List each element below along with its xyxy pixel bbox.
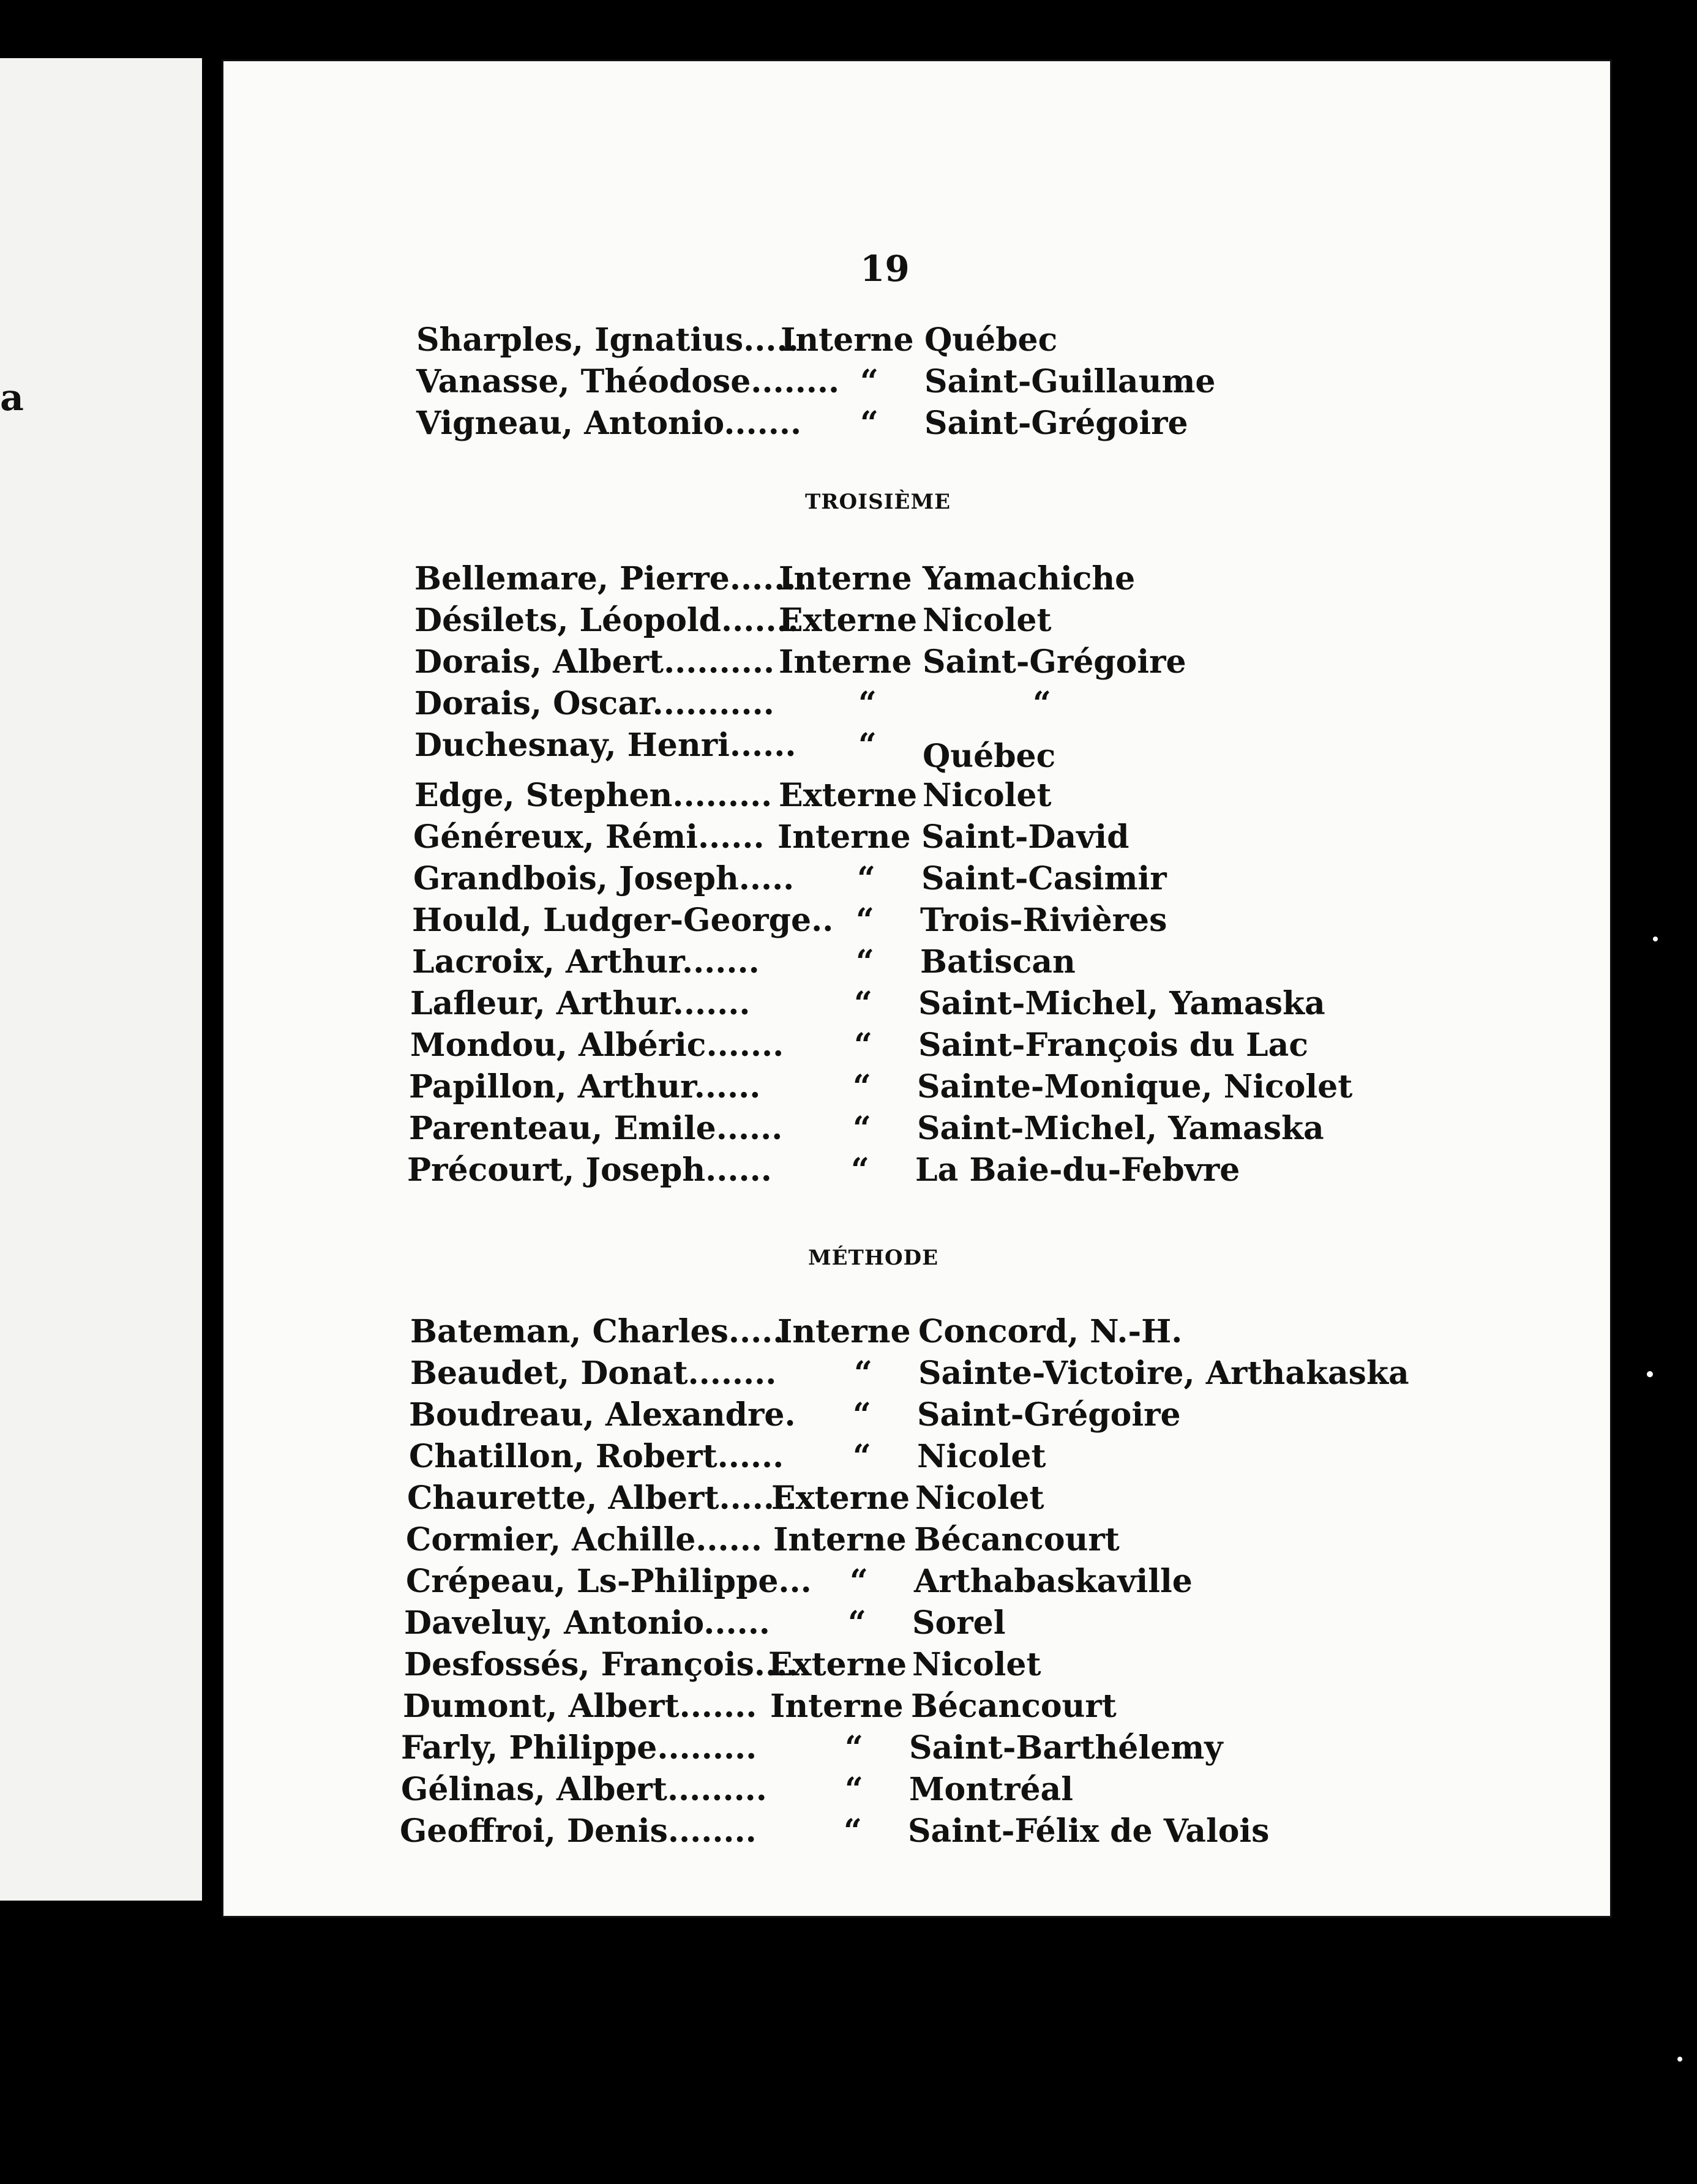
student-place: Sainte-Monique, Nicolet	[917, 1068, 1353, 1105]
student-status: “	[853, 1396, 871, 1434]
student-status: “	[844, 1812, 862, 1850]
student-place: Nicolet	[923, 602, 1052, 639]
student-name: Vigneau, Antonio.......	[416, 405, 802, 442]
student-name: Lacroix, Arthur.......	[412, 943, 760, 981]
student-name: Dorais, Albert..........	[414, 643, 775, 681]
student-place: Concord, N.-H.	[918, 1313, 1183, 1350]
student-status: Interne	[777, 818, 911, 856]
scan-speck	[1677, 2057, 1682, 2062]
student-name: Crépeau, Ls-Philippe...	[406, 1563, 812, 1600]
student-name: Dorais, Oscar...........	[414, 685, 774, 722]
student-name: Précourt, Joseph......	[407, 1151, 772, 1189]
student-place: Saint-Félix de Valois	[908, 1812, 1270, 1850]
student-place: Trois-Rivières	[920, 902, 1167, 939]
student-name: Duchesnay, Henri......	[414, 727, 796, 764]
student-status: “	[853, 1068, 871, 1105]
student-name: Edge, Stephen.........	[414, 777, 773, 814]
student-name: Daveluy, Antonio......	[404, 1604, 770, 1642]
student-status: “	[856, 943, 874, 981]
student-name: Geoffroi, Denis........	[400, 1812, 757, 1850]
student-status: “	[854, 1027, 872, 1064]
student-place: La Baie-du-Febvre	[915, 1151, 1240, 1189]
student-status: “	[860, 405, 878, 442]
show-through-text	[1313, 324, 1595, 1947]
student-place: Sorel	[912, 1604, 1006, 1642]
student-name: Vanasse, Théodose........	[416, 363, 840, 400]
student-status: “	[848, 1604, 866, 1642]
student-place: Nicolet	[915, 1479, 1044, 1517]
student-name: Papillon, Arthur......	[409, 1068, 761, 1105]
student-place: Bécancourt	[914, 1521, 1120, 1558]
student-status: Interne	[779, 643, 912, 681]
student-status: Externe	[771, 1479, 910, 1517]
student-name: Désilets, Léopold.......	[414, 602, 799, 639]
student-name: Lafleur, Arthur.......	[410, 985, 751, 1022]
student-name: Gélinas, Albert.........	[401, 1771, 767, 1808]
student-place: Saint-Guillaume	[924, 363, 1216, 400]
student-place: Saint-Michel, Yamaska	[917, 1110, 1324, 1147]
student-status: Interne	[779, 560, 912, 597]
student-status: “	[856, 902, 874, 939]
student-name: Dumont, Albert.......	[403, 1688, 757, 1725]
student-place: “	[1033, 685, 1051, 722]
student-name: Mondou, Albéric.......	[410, 1027, 784, 1064]
student-name: Bellemare, Pierre.......	[414, 560, 807, 597]
scan-speck	[1647, 1371, 1653, 1377]
student-status: “	[845, 1771, 863, 1808]
student-name: Bateman, Charles.....	[410, 1313, 784, 1350]
student-place: Arthabaskaville	[914, 1563, 1193, 1600]
student-status: “	[853, 1438, 871, 1475]
student-place: Nicolet	[923, 777, 1052, 814]
student-status: “	[850, 1563, 868, 1600]
student-name: Farly, Philippe.........	[401, 1729, 757, 1767]
left-page-letter: a	[0, 376, 24, 419]
student-name: Cormier, Achille......	[406, 1521, 762, 1558]
student-name: Généreux, Rémi......	[413, 818, 765, 856]
scan-speck	[1653, 937, 1658, 941]
student-status: Interne	[777, 1313, 911, 1350]
student-place: Saint-Casimir	[921, 860, 1167, 897]
student-place: Québec	[923, 738, 1056, 775]
document-page	[223, 61, 1610, 1916]
student-status: Interne	[781, 321, 914, 359]
student-name: Grandbois, Joseph.....	[413, 860, 795, 897]
student-place: Yamachiche	[923, 560, 1136, 597]
section-heading: TROISIÈME	[805, 490, 951, 514]
student-place: Saint-Grégoire	[917, 1396, 1181, 1434]
student-place: Saint-David	[921, 818, 1129, 856]
student-status: Externe	[768, 1646, 907, 1683]
student-status: “	[858, 685, 877, 722]
student-status: “	[854, 985, 872, 1022]
student-place: Saint-Grégoire	[924, 405, 1188, 442]
section-heading: MÉTHODE	[808, 1246, 938, 1270]
student-status: “	[857, 860, 875, 897]
student-place: Saint-François du Lac	[918, 1027, 1308, 1064]
student-status: “	[853, 1110, 871, 1147]
left-page-edge	[0, 58, 202, 1901]
student-place: Québec	[924, 321, 1058, 359]
student-status: “	[845, 1729, 863, 1767]
student-name: Chaurette, Albert.......	[407, 1479, 797, 1517]
student-place: Saint-Barthélemy	[909, 1729, 1223, 1767]
page-number: 19	[860, 248, 910, 290]
student-status: Externe	[779, 602, 918, 639]
student-place: Saint-Michel, Yamaska	[918, 985, 1325, 1022]
student-place: Sainte-Victoire, Arthakaska	[918, 1355, 1409, 1392]
student-status: Externe	[779, 777, 918, 814]
student-name: Chatillon, Robert......	[409, 1438, 784, 1475]
student-place: Montréal	[909, 1771, 1073, 1808]
student-place: Nicolet	[912, 1646, 1041, 1683]
student-place: Batiscan	[920, 943, 1076, 981]
student-place: Saint-Grégoire	[923, 643, 1186, 681]
student-place: Bécancourt	[911, 1688, 1117, 1725]
student-name: Hould, Ludger-George..	[412, 902, 834, 939]
student-status: “	[860, 363, 878, 400]
student-status: “	[854, 1355, 872, 1392]
student-status: Interne	[770, 1688, 904, 1725]
student-name: Boudreau, Alexandre.	[409, 1396, 796, 1434]
student-name: Parenteau, Emile......	[409, 1110, 783, 1147]
student-status: Interne	[773, 1521, 907, 1558]
student-name: Beaudet, Donat........	[410, 1355, 777, 1392]
student-name: Desfossés, François....	[404, 1646, 799, 1683]
student-name: Sharples, Ignatius.....	[416, 321, 799, 359]
student-status: “	[851, 1151, 869, 1189]
student-status: “	[858, 727, 877, 764]
student-place: Nicolet	[917, 1438, 1046, 1475]
